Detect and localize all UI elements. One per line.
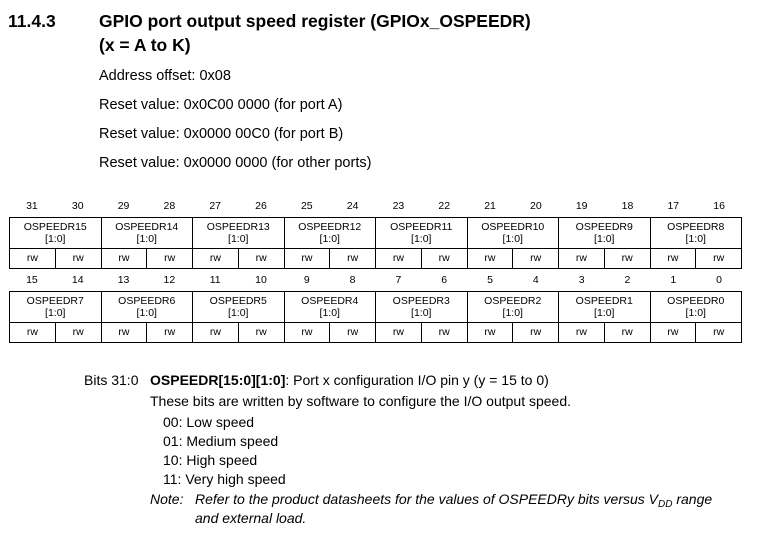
access-type: rw: [650, 323, 696, 343]
bit-number: 26: [255, 200, 267, 212]
access-type: rw: [604, 249, 650, 269]
note-label: Note:: [150, 491, 184, 507]
bit-number: 11: [209, 274, 221, 286]
bit-number: 29: [117, 200, 130, 212]
note-subscript: DD: [658, 499, 673, 510]
bit-number: 24: [346, 200, 359, 212]
bit-number: 21: [484, 200, 496, 212]
register-field: [284, 292, 376, 323]
section-title: GPIO port output speed register (GPIOx_OSPEEDR): [99, 11, 531, 31]
bit-number: 5: [487, 274, 493, 286]
register-field: [376, 292, 468, 323]
field-name: OSPEEDR11: [390, 220, 453, 233]
access-type: rw: [376, 249, 422, 269]
bit-number: 22: [438, 200, 451, 212]
field-range: [1:0]: [228, 233, 249, 245]
register-table-upper: [9, 217, 742, 269]
bit-number: 7: [395, 274, 402, 286]
bit-number: 28: [163, 200, 176, 212]
bit-number: 1: [670, 274, 677, 286]
field-range: [1:0]: [319, 233, 340, 245]
access-type: rw: [696, 249, 742, 269]
bit-number: 6: [441, 274, 448, 286]
field-range: [1:0]: [136, 233, 157, 245]
field-name: OSPEEDR4: [301, 294, 359, 307]
bit-number: 14: [71, 274, 84, 286]
field-range: [1:0]: [685, 233, 706, 245]
bit-number-row-lower: [9, 274, 742, 288]
access-type: rw: [467, 323, 513, 343]
access-type: rw: [513, 323, 559, 343]
field-range: [1:0]: [502, 233, 523, 245]
register-field: [193, 292, 285, 323]
access-type: rw: [467, 249, 513, 269]
access-type: rw: [330, 249, 376, 269]
bit-number: 15: [26, 274, 38, 286]
bit-number: 25: [300, 200, 313, 212]
access-type: rw: [55, 249, 101, 269]
bit-number: 3: [578, 274, 585, 286]
bits-field-text: : Port x configuration I/O pin y (y = 15 to 0): [285, 372, 549, 388]
field-name: OSPEEDR6: [118, 294, 176, 307]
bit-number: 31: [26, 200, 38, 212]
speed-value: 11: Very high speed: [163, 471, 286, 487]
field-name: OSPEEDR9: [575, 220, 633, 233]
access-type: rw: [101, 249, 147, 269]
bit-number: 4: [532, 274, 539, 286]
bit-number: 9: [303, 274, 310, 286]
field-name: OSPEEDR0: [667, 294, 725, 307]
bit-number: 2: [624, 274, 631, 286]
note-text-part: Refer to the product datasheets for the values of OSPEEDRy bits versus V: [195, 491, 659, 507]
bit-number: 18: [621, 200, 634, 212]
access-type: rw: [147, 249, 193, 269]
field-name: OSPEEDR14: [115, 220, 179, 233]
access-type: rw: [238, 323, 284, 343]
bit-number: 23: [392, 200, 405, 212]
bit-number: 8: [349, 274, 356, 286]
section-title-line2: (x = A to K): [99, 35, 191, 55]
address-offset: Address offset: 0x08: [99, 68, 231, 84]
section-number: 11.4.3: [8, 11, 56, 31]
reset-value-port-b: Reset value: 0x0000 00C0 (for port B): [99, 126, 344, 142]
field-name: OSPEEDR8: [667, 220, 725, 233]
field-range: [1:0]: [594, 307, 615, 319]
field-range: [1:0]: [228, 307, 249, 319]
bits-intro: These bits are written by software to configure the I/O output speed.: [150, 393, 572, 409]
bits-field-name: OSPEEDR[15:0][1:0]: [150, 372, 286, 388]
register-field: [193, 218, 285, 249]
field-range: [1:0]: [685, 307, 706, 319]
access-type: rw: [284, 249, 330, 269]
bit-number: 13: [117, 274, 130, 286]
field-name: OSPEEDR5: [209, 294, 267, 307]
field-name: OSPEEDR7: [26, 294, 84, 307]
bits-label: Bits 31:0: [84, 372, 139, 388]
access-type: rw: [147, 323, 193, 343]
register-field: [284, 218, 376, 249]
access-type: rw: [193, 323, 239, 343]
bit-number: 12: [163, 274, 176, 286]
register-field: [467, 292, 559, 323]
register-field: [559, 218, 651, 249]
bits-field-description: [150, 372, 549, 388]
field-name: OSPEEDR3: [392, 294, 450, 307]
access-type: rw: [376, 323, 422, 343]
field-range: [1:0]: [45, 233, 66, 245]
note-text-part: range: [672, 491, 713, 507]
bit-number: 17: [667, 200, 680, 212]
note-text: [195, 491, 712, 510]
access-type: rw: [559, 249, 605, 269]
field-range: [1:0]: [594, 233, 615, 245]
register-field: [650, 292, 742, 323]
field-range: [1:0]: [136, 307, 157, 319]
field-name: OSPEEDR2: [484, 294, 542, 307]
access-type: rw: [55, 323, 101, 343]
bit-number: 0: [716, 274, 723, 286]
register-field: [559, 292, 651, 323]
bit-number: 16: [713, 200, 725, 212]
reset-value-other-ports: Reset value: 0x0000 0000 (for other ports): [99, 155, 372, 171]
access-type: rw: [193, 249, 239, 269]
field-name: OSPEEDR13: [206, 220, 270, 233]
bit-number: 30: [71, 200, 84, 212]
access-type: rw: [604, 323, 650, 343]
access-type: rw: [696, 323, 742, 343]
field-range: [1:0]: [411, 307, 432, 319]
access-type: rw: [330, 323, 376, 343]
access-type: rw: [101, 323, 147, 343]
bit-number-row-upper: [9, 200, 742, 214]
register-field: [650, 218, 742, 249]
register-table-lower: [9, 291, 742, 343]
field-range: [1:0]: [45, 307, 66, 319]
access-type: rw: [421, 323, 467, 343]
register-field: [467, 218, 559, 249]
field-name: OSPEEDR1: [575, 294, 633, 307]
speed-value: 01: Medium speed: [163, 433, 279, 449]
speed-value: 10: High speed: [163, 452, 258, 468]
reset-value-port-a: Reset value: 0x0C00 0000 (for port A): [99, 97, 343, 113]
bit-number: 20: [530, 200, 542, 212]
access-type: rw: [513, 249, 559, 269]
field-range: [1:0]: [502, 307, 523, 319]
speed-value: 00: Low speed: [163, 414, 255, 430]
register-field: [10, 218, 102, 249]
register-field: [101, 292, 193, 323]
access-type: rw: [238, 249, 284, 269]
field-name: OSPEEDR10: [481, 220, 545, 233]
field-name: OSPEEDR15: [23, 220, 87, 233]
access-type: rw: [421, 249, 467, 269]
access-type: rw: [10, 249, 56, 269]
register-field: [10, 292, 102, 323]
register-field: [101, 218, 193, 249]
access-type: rw: [284, 323, 330, 343]
field-range: [1:0]: [319, 307, 340, 319]
bit-number: 19: [575, 200, 588, 212]
register-field: [376, 218, 468, 249]
note-text-line2: and external load.: [195, 510, 307, 526]
access-type: rw: [559, 323, 605, 343]
field-name: OSPEEDR12: [298, 220, 362, 233]
access-type: rw: [10, 323, 56, 343]
access-type: rw: [650, 249, 696, 269]
bit-number: 27: [209, 200, 221, 212]
bit-number: 10: [255, 274, 267, 286]
field-range: [1:0]: [411, 233, 432, 245]
